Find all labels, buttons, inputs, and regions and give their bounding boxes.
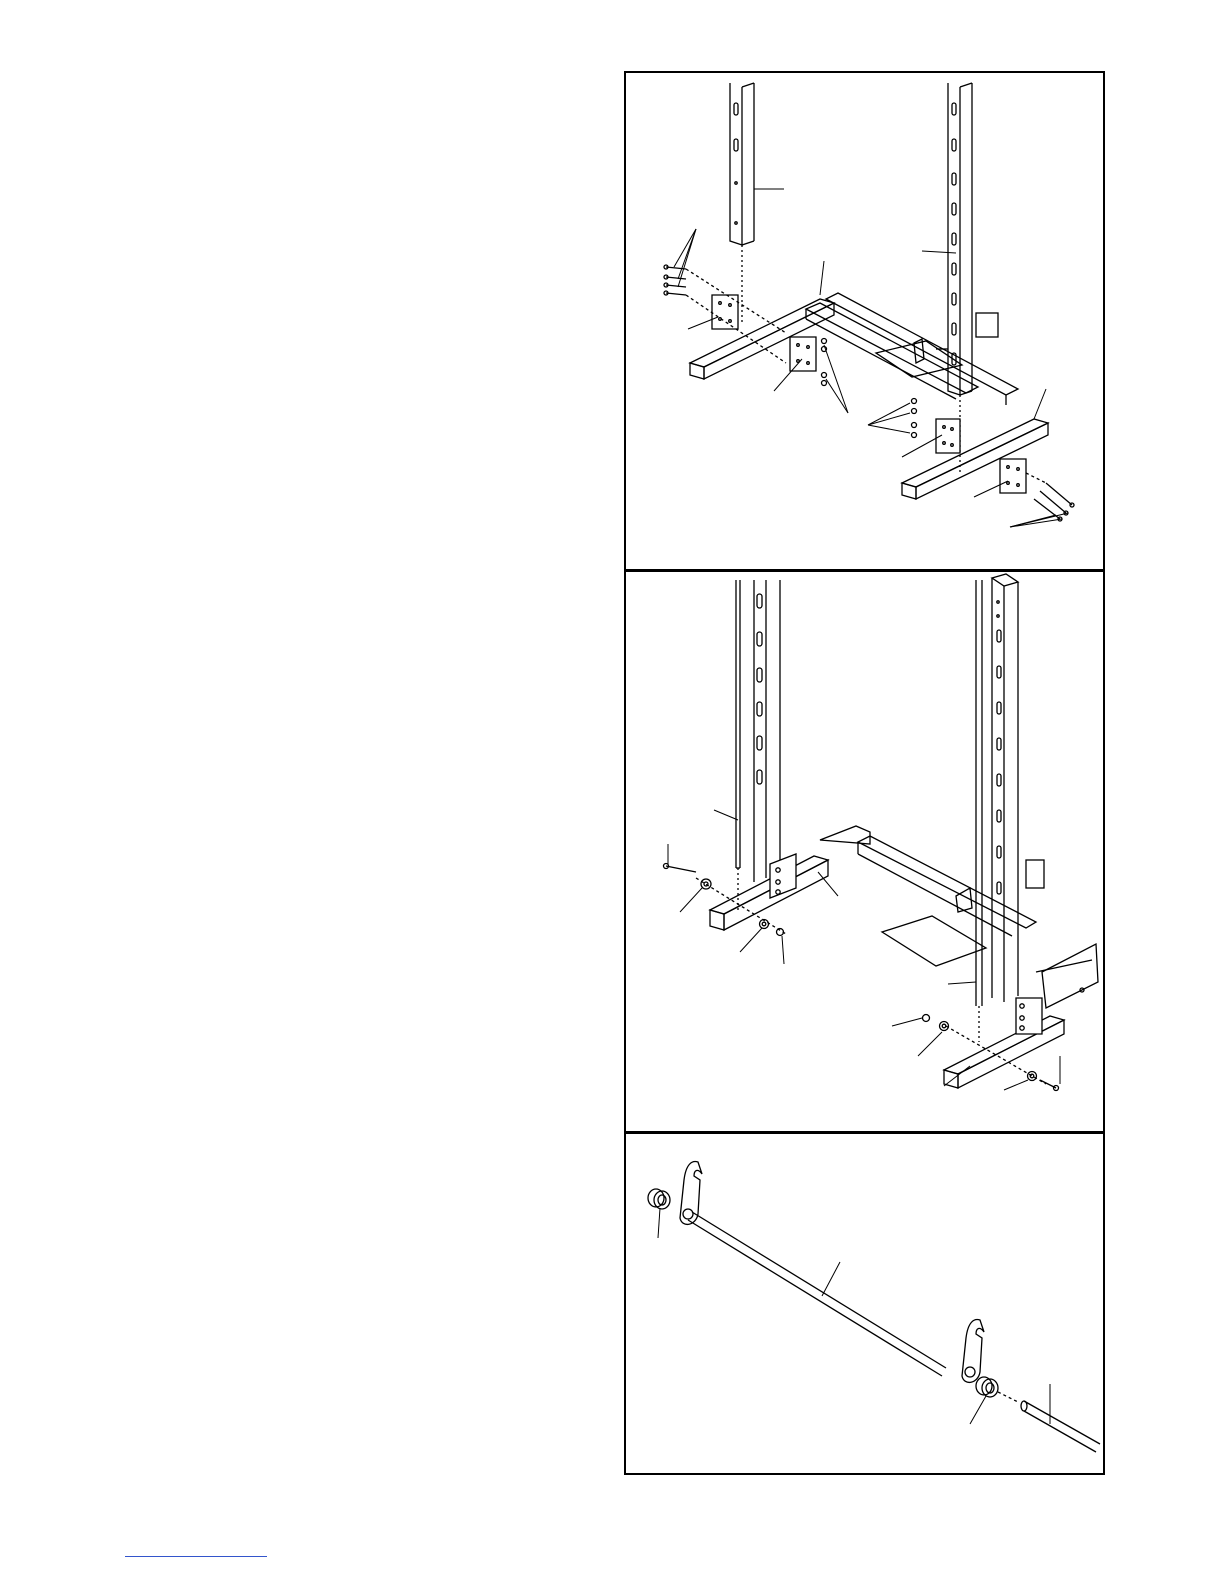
base-frame [710, 826, 1098, 1088]
end-cap-right [976, 1377, 1018, 1402]
tube [1021, 1401, 1100, 1452]
assembly-figure-3 [624, 1132, 1105, 1475]
end-cap-left [648, 1189, 670, 1209]
assembly-figure-2 [624, 570, 1105, 1133]
figure-1-drawing [626, 73, 1103, 569]
figure-2-drawing [626, 572, 1103, 1131]
hook-left [680, 1162, 702, 1225]
hook-right [962, 1320, 984, 1383]
brackets [712, 295, 1026, 493]
hardware [664, 864, 1059, 1091]
footer-rule [125, 1556, 267, 1557]
figure-3-drawing [626, 1134, 1103, 1473]
nuts-center [822, 339, 917, 438]
right-upright [976, 574, 1018, 1042]
base-frame [690, 293, 1048, 499]
left-upright [730, 83, 754, 323]
right-upright [948, 83, 972, 473]
cross-bar [688, 1212, 946, 1376]
assembly-figure-1 [624, 71, 1105, 571]
callout-leaders [658, 1208, 1050, 1424]
